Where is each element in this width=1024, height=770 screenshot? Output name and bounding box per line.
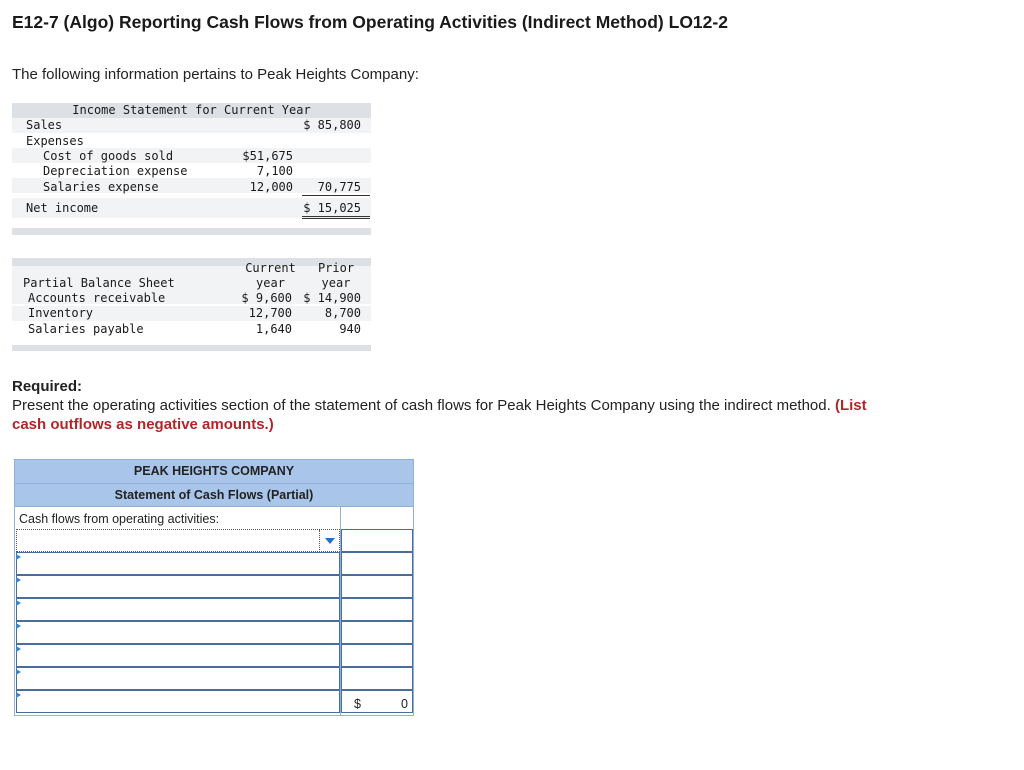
amount-input-7[interactable] — [341, 667, 413, 690]
expenses-label: Expenses — [26, 134, 84, 148]
line-item-select-1[interactable] — [16, 529, 340, 552]
amount-input-1[interactable] — [341, 529, 413, 552]
cash-flow-worksheet — [14, 459, 414, 716]
required-note-part2: cash outflows as negative amounts.) — [12, 416, 274, 433]
balance-sheet-footer-bar — [12, 345, 371, 351]
col-current-header-2: year — [256, 276, 285, 290]
cell-marker-icon — [16, 623, 21, 629]
net-income-label: Net income — [26, 201, 99, 215]
depreciation-label: Depreciation expense — [43, 164, 188, 178]
inventory-label: Inventory — [28, 306, 94, 320]
dropdown-arrow-icon[interactable] — [319, 530, 339, 550]
col-prior-header-2: year — [321, 276, 351, 290]
net-income-underline — [302, 216, 370, 217]
ar-label: Accounts receivable — [28, 291, 166, 305]
amount-input-5[interactable] — [341, 621, 413, 644]
col-current-header: Current — [245, 261, 296, 275]
balance-sheet-header: Partial Balance Sheet — [23, 276, 175, 290]
amount-input-4[interactable] — [341, 598, 413, 621]
sales-value: $ 85,800 — [303, 118, 361, 132]
cell-marker-icon — [16, 600, 21, 606]
depreciation-value: 7,100 — [256, 164, 293, 178]
cell-marker-icon — [16, 692, 21, 698]
salaries-payable-prior: 940 — [339, 322, 361, 336]
cell-marker-icon — [16, 646, 21, 652]
required-instructions — [12, 397, 867, 414]
cell-marker-icon — [16, 669, 21, 675]
amount-input-2[interactable] — [341, 552, 413, 575]
sales-label: Sales — [26, 118, 63, 132]
line-item-select-6[interactable] — [16, 644, 340, 667]
required-text: Present the operating activities section of the statement of cash flows for Peak Heights Company using the indirect method. — [12, 397, 831, 414]
problem-title: E12-7 (Algo) Reporting Cash Flows from Operating Activities (Indirect Method) LO12-2 — [12, 12, 728, 32]
inventory-prior: 8,700 — [324, 306, 361, 320]
ar-current: $ 9,600 — [241, 291, 292, 305]
salaries-payable-current: 1,640 — [255, 322, 292, 336]
operating-activities-label: Cash flows from operating activities: — [19, 512, 220, 526]
salaries-value: 12,000 — [249, 180, 293, 194]
intro-text: The following information pertains to Peak Heights Company: — [12, 66, 419, 83]
line-item-select-3[interactable] — [16, 575, 340, 598]
cell-marker-icon — [16, 577, 21, 583]
inventory-current: 12,700 — [248, 306, 292, 320]
cogs-label: Cost of goods sold — [43, 149, 174, 163]
total-currency: $ — [354, 697, 361, 711]
salaries-label: Salaries expense — [43, 180, 159, 194]
total-expenses-underline — [302, 195, 370, 196]
cell-marker-icon — [16, 554, 21, 560]
total-label-input[interactable] — [16, 690, 340, 713]
required-label: Required: — [12, 378, 83, 395]
total-expenses-value: 70,775 — [317, 180, 361, 194]
worksheet-statement-title: Statement of Cash Flows (Partial) — [15, 484, 413, 507]
total-value: 0 — [401, 697, 408, 711]
income-statement-header: Income Statement for Current Year — [72, 103, 311, 117]
col-prior-header: Prior — [317, 261, 355, 275]
line-item-select-2[interactable] — [16, 552, 340, 575]
net-income-value: $ 15,025 — [303, 201, 361, 215]
required-note-part1: (List — [834, 397, 867, 414]
amount-input-3[interactable] — [341, 575, 413, 598]
salaries-payable-label: Salaries payable — [28, 322, 144, 336]
worksheet-company-name: PEAK HEIGHTS COMPANY — [15, 460, 413, 484]
line-item-select-4[interactable] — [16, 598, 340, 621]
ar-prior: $ 14,900 — [303, 291, 361, 305]
income-statement-footer-bar — [12, 228, 371, 235]
line-item-select-7[interactable] — [16, 667, 340, 690]
cogs-value: $51,675 — [242, 149, 293, 163]
line-item-select-5[interactable] — [16, 621, 340, 644]
amount-input-6[interactable] — [341, 644, 413, 667]
